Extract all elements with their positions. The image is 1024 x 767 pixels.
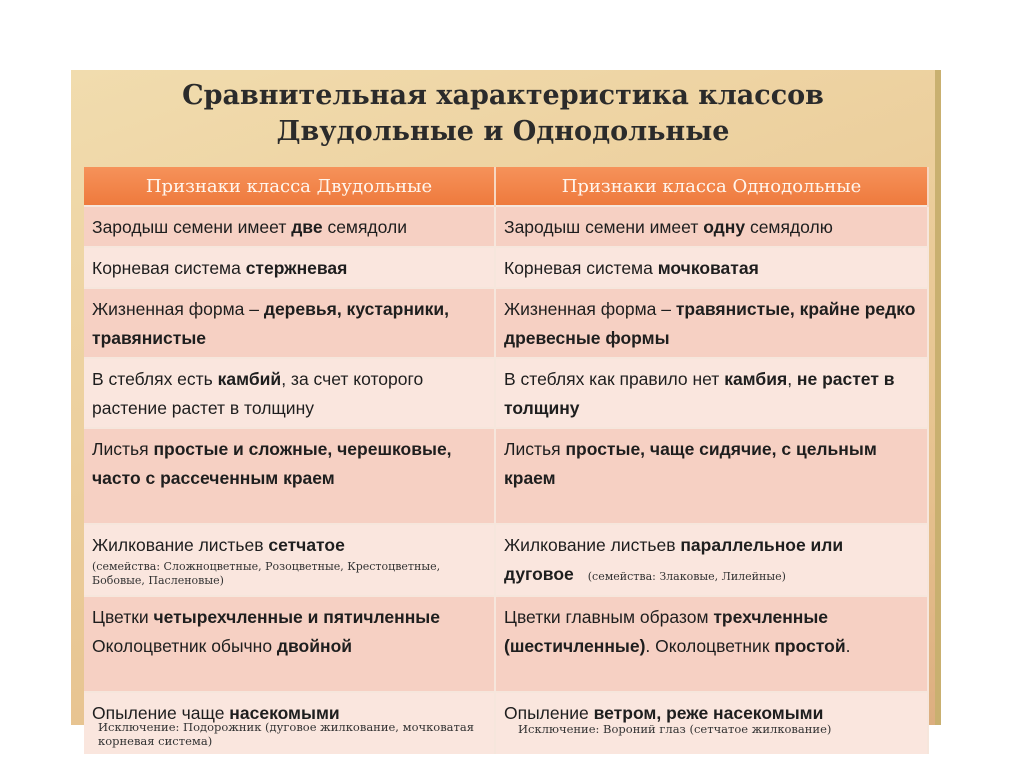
table-row [84, 692, 928, 754]
exception-note: Исключение: Вороний глаз (сетчатое жилкование) [518, 722, 832, 736]
cell-monocot-embryo: Зародыш семени имеет одну семядолю [495, 206, 928, 247]
cell-dicot-cambium: В стеблях есть камбий, за счет которого растение растет в толщину [84, 358, 495, 428]
cell-dicot-embryo: Зародыш семени имеет две семядоли [84, 206, 495, 247]
cell-dicot-pollination: Опыление чаще насекомыми Исключение: Подорожник (дуговое жилкование, мочковатая корневая система) [84, 692, 495, 754]
table-row [84, 247, 928, 288]
cell-monocot-cambium: В стеблях как правило нет камбия, не растет в толщину [495, 358, 928, 428]
exception-note: Исключение: Подорожник (дуговое жилкование, мочковатая корневая система) [98, 720, 475, 748]
table-row [84, 358, 928, 428]
cell-dicot-flowers: Цветки четырехчленные и пятичленные Околоцветник обычно двойной [84, 596, 495, 692]
table-row [84, 428, 928, 524]
cell-dicot-lifeform: Жизненная форма – деревья, кустарники, травянистые [84, 288, 495, 358]
table-row [84, 288, 928, 358]
cell-dicot-leaves: Листья простые и сложные, черешковые, часто с рассеченным краем [84, 428, 495, 524]
header-monocots: Признаки класса Однодольные [495, 167, 928, 206]
cell-monocot-flowers: Цветки главным образом трехчленные (шестичленные). Околоцветник простой. [495, 596, 928, 692]
title-line-1: Сравнительная характеристика классов [182, 80, 824, 111]
families-note: (семейства: Злаковые, Лилейные) [587, 570, 786, 583]
families-note: (семейства: Сложноцветные, Розоцветные, Крестоцветные, Бобовые, Пасленовые) [92, 560, 441, 587]
cell-dicot-root: Корневая система стержневая [84, 247, 495, 288]
cell-monocot-venation: Жилкование листьев параллельное или дуговое (семейства: Злаковые, Лилейные) [495, 524, 928, 596]
table-row [84, 596, 928, 692]
cell-dicot-venation: Жилкование листьев сетчатое (семейства: Сложноцветные, Розоцветные, Крестоцветные, Бобовые, Пасленовые) [84, 524, 495, 596]
cell-monocot-pollination: Опыление ветром, реже насекомыми Исключение: Вороний глаз (сетчатое жилкование) [495, 692, 928, 754]
slide-title [71, 78, 935, 150]
cell-monocot-lifeform: Жизненная форма – травянистые, крайне редко древесные формы [495, 288, 928, 358]
cell-monocot-root: Корневая система мочковатая [495, 247, 928, 288]
cell-monocot-leaves: Листья простые, чаще сидячие, с цельным краем [495, 428, 928, 524]
table-header-row [84, 167, 928, 206]
title-line-2: Двудольные и Однодольные [276, 116, 730, 147]
comparison-table [84, 167, 929, 754]
table-row [84, 206, 928, 247]
table-row [84, 524, 928, 596]
header-dicots: Признаки класса Двудольные [84, 167, 495, 206]
